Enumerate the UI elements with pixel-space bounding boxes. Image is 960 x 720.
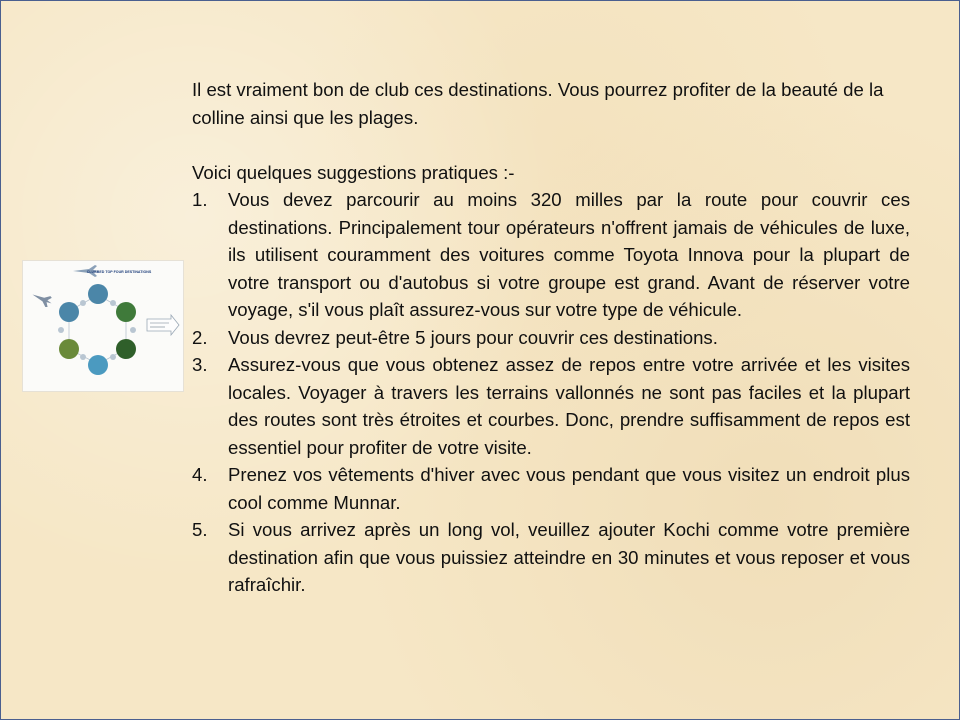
suggestions-list [192,186,910,599]
list-number: 2. [192,326,208,348]
list-text: Prenez vos vêtements d'hiver avec vous pendant que vous visitez un endroit plus cool comme Munnar. [228,464,910,513]
list-text: Assurez-vous que vous obtenez assez de repos entre votre arrivée et les visites locales. Voyager à travers les terrains vallonnés ne sont pas faciles et la plupart des routes sont très étroites et courbes. Donc, prendre suffisamment de repos est essentiel pour profiter de votre visite. [228,354,910,458]
slide-text [192,76,910,599]
destination-circle-lower-right [116,339,136,359]
diagram-title: CLUBBED TOP FOUR DESTINATIONS [86,270,152,274]
list-number: 3. [192,354,208,375]
destinations-diagram [23,261,183,391]
list-number: 4. [192,464,208,485]
list-text: Si vous arrivez après un long vol, veuillez ajouter Kochi comme votre première destination afin que vous puissiez atteindre en 30 minutes et vous reposer et vous rafraîchir. [228,519,910,595]
list-item [192,516,910,599]
destination-circle-lower-left [59,339,79,359]
list-item [192,186,910,324]
destinations-diagram-thumbnail [23,261,183,391]
list-text: Vous devrez peut-être 5 jours pour couvrir ces destinations. [228,326,718,348]
list-item [192,324,910,352]
list-item [192,461,910,516]
destination-circle-left [59,302,79,322]
intro-paragraph: Il est vraiment bon de club ces destinations. Vous pourrez profiter de la beauté de la colline ainsi que les plages. [192,79,884,128]
list-text: Vous devez parcourir au moins 320 milles par la route pour couvrir ces destinations. Principalement tour opérateurs n'offrent jamais de véhicules de luxe, ils utilisent couramment des voitures comme Toyota Innova pour la plupart de votre transport ou d'autobus si votre groupe est grand. Avant de réserver votre voyage, s'il vous plaît assurez-vous sur votre type de véhicule. [228,189,910,320]
airplane-icon-left [30,289,54,309]
list-number: 5. [192,519,208,540]
arrow-right-icon [147,315,179,335]
destination-circle-right [116,302,136,322]
list-item [192,351,910,461]
suggestions-heading: Voici quelques suggestions pratiques :- [192,161,515,183]
destination-circle-bottom [88,355,108,375]
list-number: 1. [192,189,208,210]
destination-circle-top [88,284,108,304]
